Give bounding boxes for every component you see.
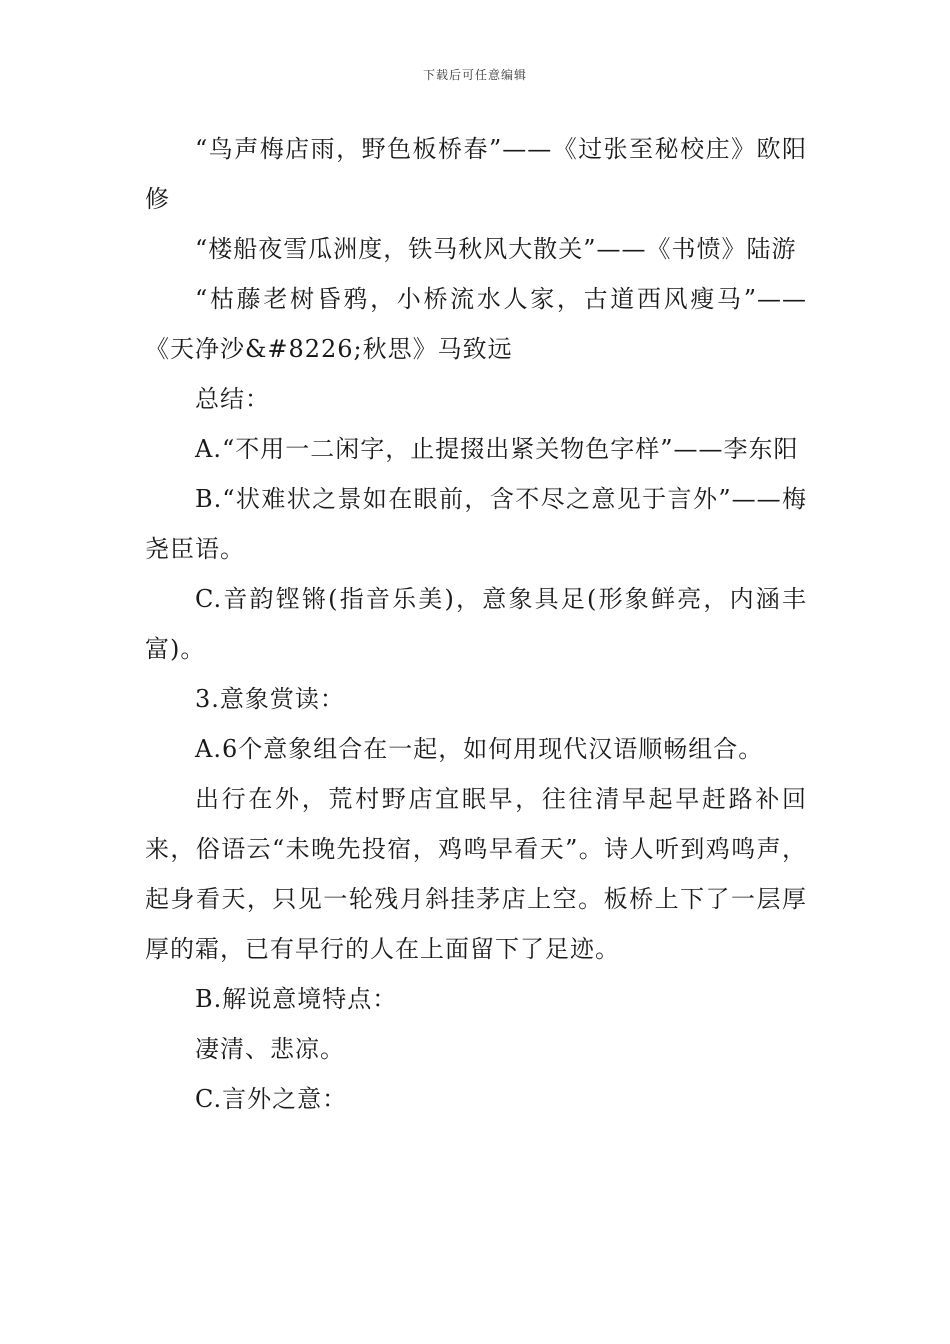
paragraph-section-3-b: B.解说意境特点： xyxy=(195,985,398,1013)
paragraph-section-3-heading: 3.意象赏读： xyxy=(195,685,345,713)
paragraph-section-3-a: A.6个意象组合在一起，如何用现代汉语顺畅组合。 xyxy=(195,735,764,763)
paragraph-section-3-b-answer: 凄清、悲凉。 xyxy=(195,1035,345,1063)
header-note: 下载后可任意编辑 xyxy=(422,68,527,82)
paragraph-summary-b: B.“状难状之景如在眼前，含不尽之意见于言外”——梅尧臣语。 xyxy=(145,485,807,563)
paragraph-quote-ouyangxiu: “鸟声梅店雨，野色板桥春”——《过张至秘校庄》欧阳修 xyxy=(145,135,807,213)
document-body xyxy=(145,124,807,1124)
paragraph-summary-heading: 总结： xyxy=(195,385,270,413)
paragraph-section-3-a-answer: 出行在外，荒村野店宜眠早，往往清早起早赶路补回来，俗语云“未晚先投宿，鸡鸣早看天”。诗人听到鸡鸣声，起身看天，只见一轮残月斜挂茅店上空。板桥上下了一层厚厚的霜，已有早行的人在上面留下了足迹。 xyxy=(145,785,807,963)
paragraph-summary-c: C.音韵铿锵(指音乐美)，意象具足(形象鲜亮，内涵丰富)。 xyxy=(145,585,807,663)
paragraph-section-3-c: C.言外之意： xyxy=(195,1085,348,1113)
paragraph-quote-mazhiyuan: “枯藤老树昏鸦，小桥流水人家，古道西风瘦马”——《天净沙&#8226;秋思》马致远 xyxy=(145,285,807,363)
paragraph-quote-luyou: “楼船夜雪瓜洲度，铁马秋风大散关”——《书愤》陆游 xyxy=(195,235,797,263)
paragraph-summary-a: A.“不用一二闲字，止提掇出紧关物色字样”——李东阳 xyxy=(195,435,799,463)
